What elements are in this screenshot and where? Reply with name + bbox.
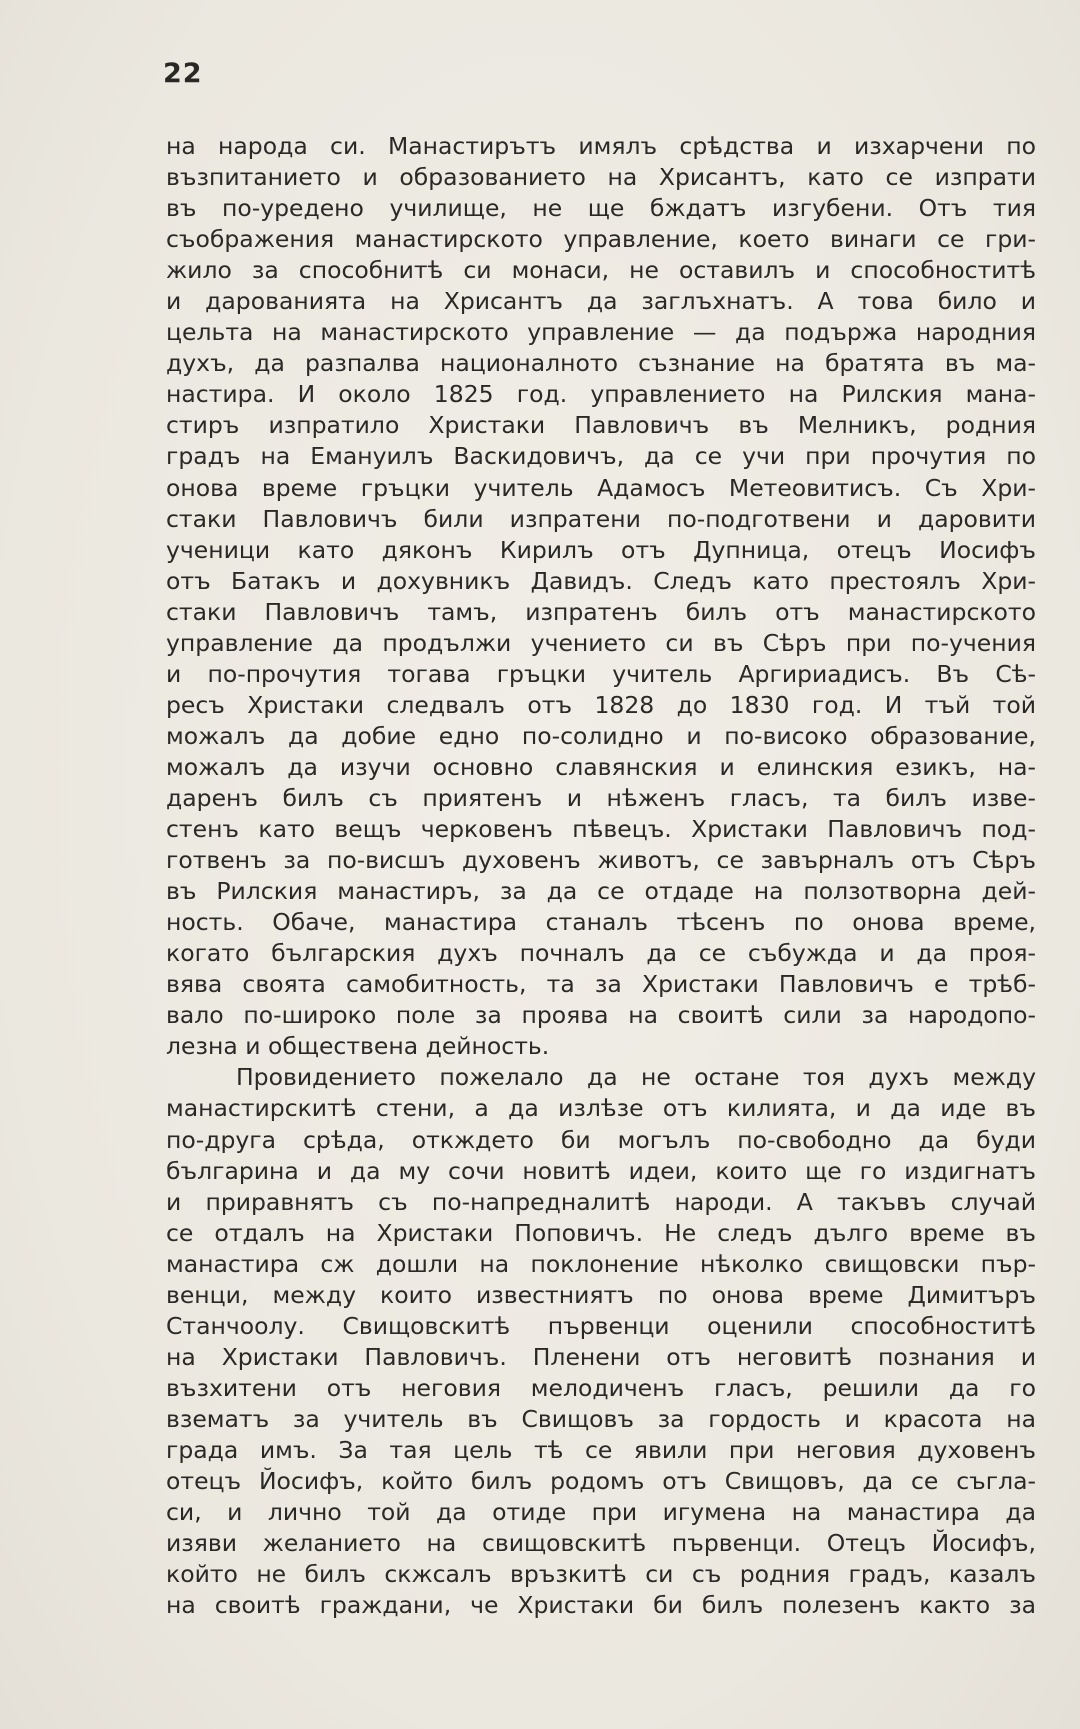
text-line: стаки Павловичъ били изпратени по-подготвени и даровити [166,504,1036,533]
paragraph-start-line: Провидението пожелало да не остане тоя духъ между [236,1063,1036,1092]
text-line: настира. И около 1825 год. управлението на Рилския мана- [166,380,1036,409]
text-line: ность. Обаче, манастира станалъ тѣсенъ по онова време, [166,908,1036,937]
text-line: даренъ билъ съ приятенъ и нѣженъ гласъ, та билъ изве- [166,783,1036,812]
text-line: въ Рилския манастиръ, за да се отдаде на ползотворна дей- [166,877,1036,906]
text-line: управление да продължи учението си въ Сѣръ при по-учения [166,628,1036,657]
text-line: и дарованията на Хрисантъ да заглъхнатъ. А това било и [166,287,1036,316]
text-line: изяви желанието на свищовскитѣ първенци. Отецъ Йосифъ, [166,1529,1036,1558]
body-text [166,131,1036,1621]
text-line: цельта на манастирското управление — да подържа народния [166,318,1036,347]
text-line: манастирскитѣ стени, а да излѣзе отъ килията, и да иде въ [166,1094,1036,1123]
text-line: се отдалъ на Христаки Поповичъ. Не следъ дълго време въ [166,1218,1036,1247]
text-line: по-друга срѣда, откждето би могълъ по-свободно да буди [166,1125,1036,1154]
text-line: можалъ да добие едно по-солидно и по-високо образование, [166,721,1036,750]
text-line: на народа си. Манастирътъ имялъ срѣдства и изхарчени по [166,132,1036,160]
text-line: възпитанието и образованието на Хрисантъ, като се изпрати [166,163,1036,192]
text-line: на своитѣ граждани, че Христаки би билъ полезенъ както за [166,1591,1036,1620]
text-line: ресъ Христаки следвалъ отъ 1828 до 1830 год. И тъй той [166,690,1036,719]
text-line: на Христаки Павловичъ. Пленени отъ неговитѣ познания и [166,1342,1036,1371]
text-line: стиръ изпратило Христаки Павловичъ въ Мелникъ, родния [166,411,1036,440]
text-line: манастира сж дошли на поклонение нѣколко свищовски пър- [166,1249,1036,1278]
text-line: взематъ за учитель въ Свищовъ за гордость и красота на [166,1404,1036,1433]
text-line: градъ на Емануилъ Васкидовичъ, да се учи при прочутия по [166,442,1036,471]
text-line: ученици като дяконъ Кирилъ отъ Дупница, отецъ Иосифъ [166,535,1036,564]
text-line: отъ Батакъ и дохувникъ Давидъ. Следъ като престоялъ Хри- [166,566,1036,595]
text-line: готвенъ за по-висшъ духовенъ животъ, се завърналъ отъ Сѣръ [166,846,1036,875]
page-number: 22 [163,58,203,89]
text-line: жило за способнитѣ си монаси, не оставилъ и способноститѣ [166,256,1036,285]
text-line: Станчоолу. Свищовскитѣ първенци оценили способноститѣ [166,1311,1036,1340]
text-line: си, и лично той да отиде при игумена на манастира да [166,1498,1036,1527]
text-line: можалъ да изучи основно славянския и елинския езикъ, на- [166,752,1036,781]
text-line: онова време гръцки учитель Адамосъ Метеовитисъ. Съ Хри- [166,473,1036,502]
text-line: стенъ като вещъ черковенъ пѣвецъ. Христаки Павловичъ под- [166,815,1036,844]
text-line: венци, между които известниятъ по онова време Димитъръ [166,1280,1036,1309]
text-line: стаки Павловичъ тамъ, изпратенъ билъ отъ манастирското [166,597,1036,626]
text-line: когато българския духъ почналъ да се събужда и да проя- [166,939,1036,968]
text-line: вява своята самобитность, та за Христаки Павловичъ е трѣб- [166,970,1036,999]
text-line: и по-прочутия тогава гръцки учитель Аргириадисъ. Въ Сѣ- [166,659,1036,688]
text-line: отецъ Йосифъ, който билъ родомъ отъ Свищовъ, да се съгла- [166,1467,1036,1496]
text-line: въ по-уредено училище, не ще бждатъ изгубени. Отъ тия [166,194,1036,223]
text-line: възхитени отъ неговия мелодиченъ гласъ, решили да го [166,1373,1036,1402]
text-line: града имъ. За тая цель тѣ се явили при неговия духовенъ [166,1435,1036,1464]
text-line: вало по-широко поле за проява на своитѣ сили за народопо- [166,1001,1036,1030]
text-line: духъ, да разпалва националното съзнание на братята въ ма- [166,349,1036,378]
text-line: съображения манастирското управление, което винаги се гри- [166,225,1036,254]
paragraph-end-line: лезна и обществена дейность. [166,1032,550,1061]
text-line: който не билъ скжсалъ връзкитѣ си съ родния градъ, казалъ [166,1560,1036,1589]
text-line: българина и да му сочи новитѣ идеи, които ще го издигнатъ [166,1156,1036,1185]
text-line: и приравнятъ съ по-напредналитѣ народи. А такъвъ случай [166,1187,1036,1216]
